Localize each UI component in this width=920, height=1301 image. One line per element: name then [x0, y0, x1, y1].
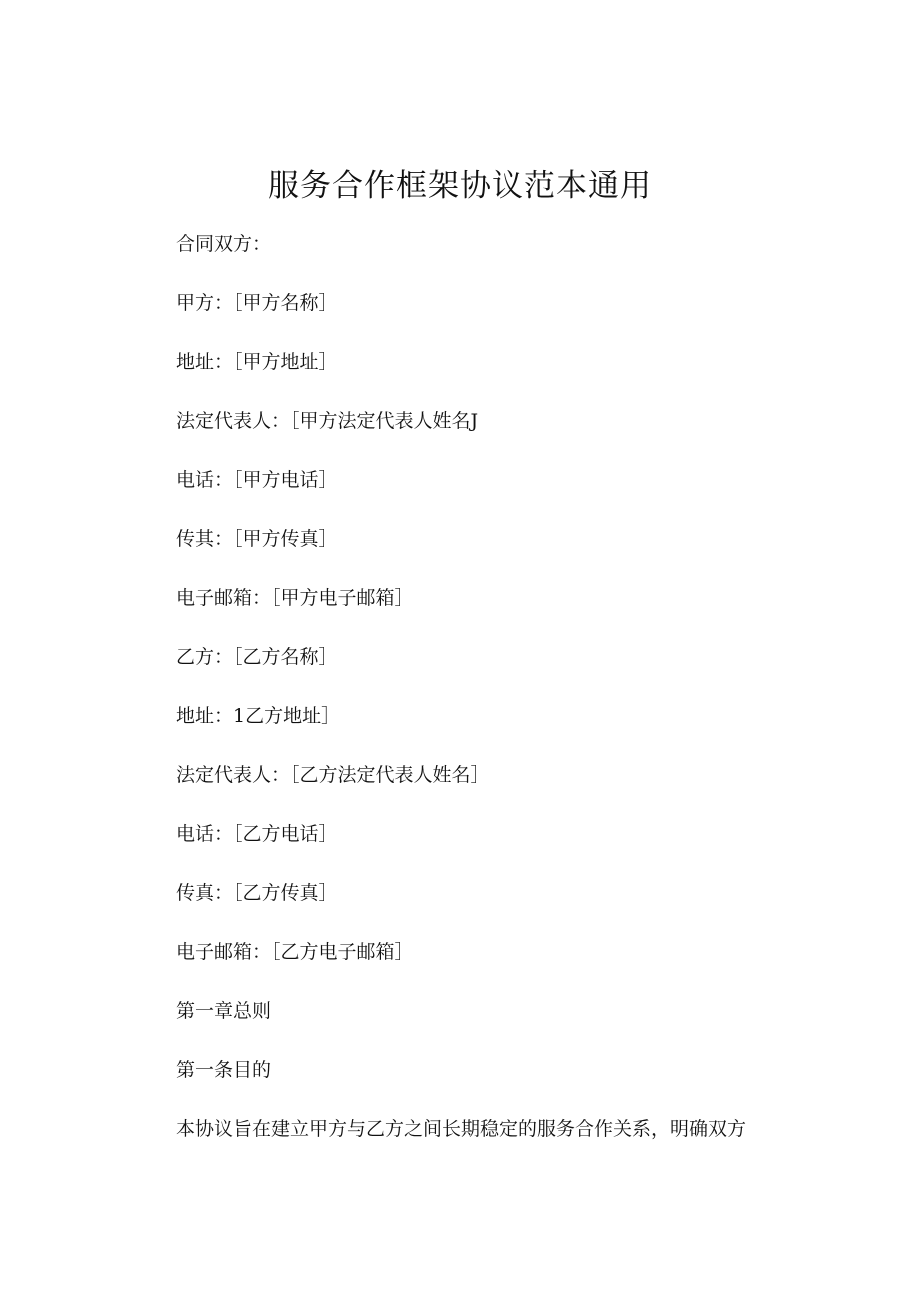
party-b-phone: 电话：［乙方电话］: [176, 823, 338, 845]
chapter-heading: 第一章总则: [176, 1000, 272, 1022]
party-a-legal-representative: 法定代表人：［甲方法定代表人姓名J: [176, 410, 479, 432]
party-a-phone: 电话：［甲方电话］: [176, 469, 338, 491]
party-b-name: 乙方：［乙方名称］: [176, 646, 338, 668]
body-paragraph: 本协议旨在建立甲方与乙方之间长期稳定的服务合作关系，明确双方: [176, 1118, 747, 1140]
party-a-email: 电子邮箱：［甲方电子邮箱］: [176, 587, 414, 609]
party-a-address: 地址：［甲方地址］: [176, 351, 338, 373]
party-a-fax: 传其：［甲方传真］: [176, 528, 338, 550]
party-b-fax: 传真：［乙方传真］: [176, 882, 338, 904]
party-b-email: 电子邮箱：［乙方电子邮箱］: [176, 941, 414, 963]
party-b-address: 地址：1乙方地址］: [176, 705, 341, 727]
document-title: 服务合作框架协议范本通用: [268, 168, 652, 204]
party-a-name: 甲方：［甲方名称］: [176, 292, 338, 314]
parties-heading: 合同双方：: [176, 233, 272, 255]
document-body: [176, 226, 816, 1170]
party-b-legal-representative: 法定代表人：［乙方法定代表人姓名］: [176, 764, 490, 786]
article-heading: 第一条目的: [176, 1059, 272, 1081]
